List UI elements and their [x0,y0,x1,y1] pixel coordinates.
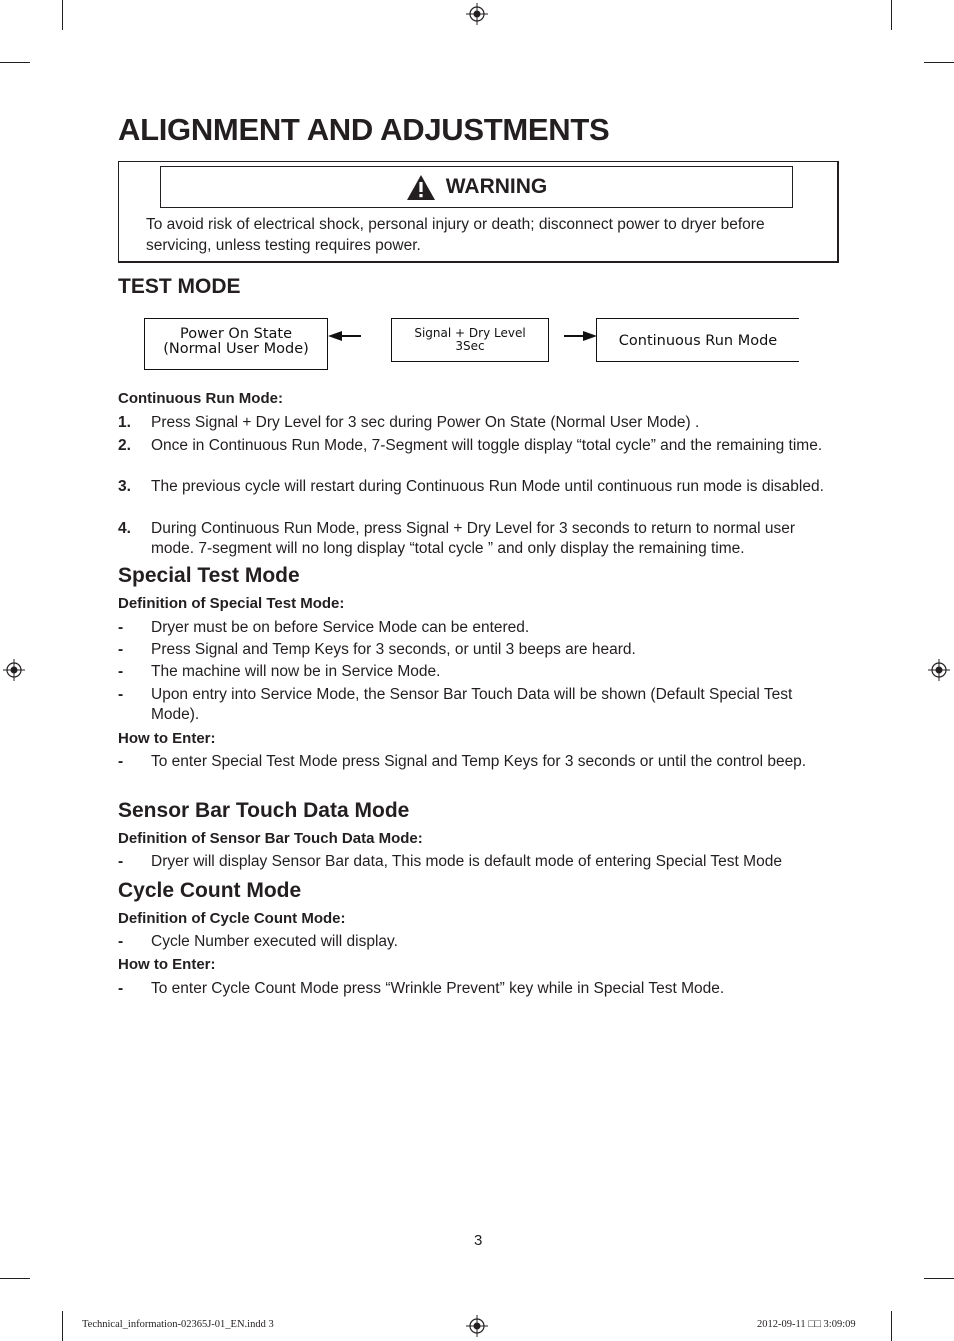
item-text: Press Signal and Temp Keys for 3 seconds, or until 3 beeps are heard. [151,641,636,658]
crop-mark [0,62,30,63]
bullet: - [118,753,124,770]
item-number: 4. [118,520,131,537]
bullet-item [118,852,838,872]
bullet: - [118,663,124,680]
numbered-item [118,519,838,559]
continuous-run-heading: Continuous Run Mode: [118,390,283,407]
warning-text: To avoid risk of electrical shock, personal injury or death; disconnect power to dryer before servicing, unless testing requires power. [146,216,765,254]
bullet: - [118,619,124,636]
flow-box-continuous-run-mode [596,318,799,362]
how-to-enter-heading: How to Enter: [118,730,216,747]
warning-triangle-icon [406,174,436,201]
crop-mark [924,1278,954,1279]
flow-box-label: Power On State [179,326,293,342]
cycle-count-definition-heading: Definition of Cycle Count Mode: [118,910,346,927]
item-text: Cycle Number executed will display. [151,933,398,950]
item-text: Once in Continuous Run Mode, 7-Segment will toggle display “total cycle” and the remaining time. [151,437,823,454]
numbered-item [118,477,838,497]
cycle-count-section [118,879,838,997]
bullet-item [118,932,838,952]
bullet-item [118,640,838,660]
registration-mark-icon [466,1315,488,1337]
numbered-item [118,436,838,456]
bullet: - [118,686,124,703]
item-text: Dryer must be on before Service Mode can be entered. [151,619,530,636]
crop-mark [62,1311,63,1341]
flow-box-label: Signal + Dry Level [414,326,526,340]
item-text: Press Signal + Dry Level for 3 sec during Power On State (Normal User Mode) . [151,414,700,431]
test-mode-heading: TEST MODE [118,275,241,298]
flow-box-power-on-state [144,318,328,370]
flow-box-label: (Normal User Mode) [163,341,309,357]
bullet-item [118,685,838,725]
warning-header [160,166,793,208]
page-number: 3 [474,1232,483,1249]
cycle-count-heading: Cycle Count Mode [118,879,302,902]
continuous-run-section [118,389,838,557]
item-text: To enter Special Test Mode press Signal and Temp Keys for 3 seconds or until the control beep. [151,753,807,770]
item-text: The previous cycle will restart during Continuous Run Mode until continuous run mode is disabled. [151,478,824,495]
sensor-bar-section [118,799,838,870]
how-to-enter-heading: How to Enter: [118,956,216,973]
bullet-item [118,618,838,638]
flow-box-signal-dry-level [391,318,549,362]
warning-label: WARNING [445,175,548,198]
slug-timestamp: 2012-09-11 □□ 3:09:09 [757,1319,856,1330]
item-text: To enter Cycle Count Mode press “Wrinkle Prevent” key while in Special Test Mode. [151,980,725,997]
bullet-item [118,752,838,772]
registration-mark-icon [466,3,488,25]
registration-mark-icon [3,659,25,681]
warning-box [118,161,839,263]
item-text: Dryer will display Sensor Bar data, This mode is default mode of entering Special Test Mode [151,853,782,870]
crop-mark [891,1311,892,1341]
crop-mark [891,0,892,30]
bullet: - [118,980,124,997]
item-text: During Continuous Run Mode, press Signal + Dry Level for 3 seconds to return to normal user mode. 7-segment will no long display “total cycle ” and only display the remaining time. [151,520,796,557]
bullet: - [118,853,124,870]
arrow-right-icon [563,328,597,344]
sensor-bar-heading: Sensor Bar Touch Data Mode [118,799,410,822]
numbered-item [118,413,838,433]
item-number: 2. [118,437,131,454]
bullet-item [118,979,838,999]
bullet-item [118,662,838,682]
special-test-section [118,564,838,770]
crop-mark [62,0,63,30]
crop-mark [0,1278,30,1279]
slug-file-info: Technical_information-02365J-01_EN.indd 3 [82,1319,274,1330]
flow-box-label: Continuous Run Mode [618,333,778,349]
flow-box-label: 3Sec [455,338,485,353]
special-test-heading: Special Test Mode [118,564,300,587]
bullet: - [118,641,124,658]
crop-mark [924,62,954,63]
item-text: Upon entry into Service Mode, the Sensor Bar Touch Data will be shown (Default Special Test Mode). [151,686,793,723]
special-test-definition-heading: Definition of Special Test Mode: [118,595,345,612]
arrow-left-icon [328,328,362,344]
item-number: 3. [118,478,131,495]
item-number: 1. [118,414,131,431]
sensor-bar-definition-heading: Definition of Sensor Bar Touch Data Mode: [118,830,423,847]
item-text: The machine will now be in Service Mode. [151,663,441,680]
page-title: ALIGNMENT AND ADJUSTMENTS [118,112,610,147]
bullet: - [118,933,124,950]
registration-mark-icon [928,659,950,681]
